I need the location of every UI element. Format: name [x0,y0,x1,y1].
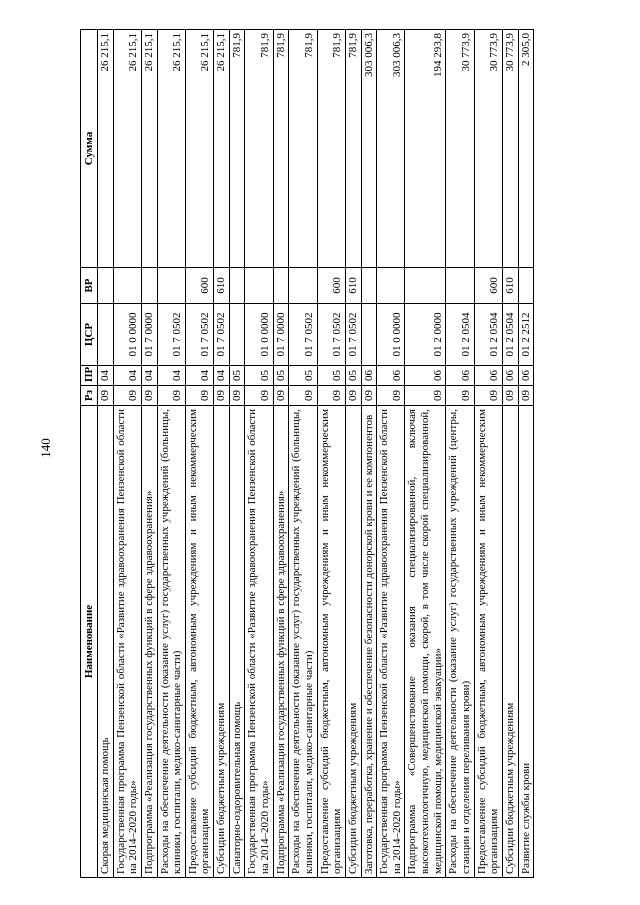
table-row [214,30,230,878]
cell-csr: 01 0 0000 [245,304,273,366]
cell-pr: 05 [273,366,289,386]
rotated-page [80,30,532,878]
cell-rz: 09 [289,386,317,406]
cell-rz: 09 [518,386,534,406]
cell-csr: 01 7 0000 [141,304,157,366]
cell-sum: 26 215,1 [214,30,230,268]
cell-csr: 01 2 0504 [474,304,502,366]
cell-rz: 09 [157,386,185,406]
cell-vr [405,268,446,304]
cell-pr: 06 [446,366,474,386]
budget-table [80,29,534,878]
cell-name: Скорая медицинская помощь [98,406,114,878]
header-csr: ЦСР [81,304,98,366]
cell-vr [98,268,114,304]
cell-rz: 09 [474,386,502,406]
cell-name: Субсидии бюджетным учреждениям [345,406,361,878]
cell-name: Заготовка, переработка, хранение и обеспечение безопасности донорской крови и ее компонентов [361,406,377,878]
cell-pr: 04 [98,366,114,386]
cell-vr [141,268,157,304]
cell-csr: 01 7 0502 [157,304,185,366]
cell-name: Расходы на обеспечение деятельности (оказание услуг) государственных учреждений (больницы, клиники, госпитали, медико-санитарные части) [157,406,185,878]
cell-sum: 303 006,3 [377,30,405,268]
cell-pr: 05 [317,366,345,386]
cell-rz: 09 [214,386,230,406]
cell-sum: 30 773,9 [474,30,502,268]
cell-sum: 26 215,1 [113,30,141,268]
cell-rz: 09 [98,386,114,406]
cell-name: Субсидии бюджетным учреждениям [214,406,230,878]
cell-sum: 781,9 [317,30,345,268]
cell-name: Подпрограмма «Совершенствование оказания специализированной, включая высокотехнологичную, медицинской помощи, скорой, в том числе скорой специализированной, медицинской помощи, медицинской эвакуации» [405,406,446,878]
cell-sum: 781,9 [345,30,361,268]
cell-sum: 30 773,9 [502,30,518,268]
cell-pr: 06 [361,366,377,386]
cell-pr: 06 [502,366,518,386]
cell-csr: 01 7 0502 [345,304,361,366]
cell-pr: 04 [185,366,213,386]
cell-csr: 01 7 0502 [185,304,213,366]
cell-sum: 26 215,1 [98,30,114,268]
table-row [273,30,289,878]
table-row [185,30,213,878]
cell-vr [377,268,405,304]
cell-rz: 09 [317,386,345,406]
cell-vr: 600 [474,268,502,304]
table-row [113,30,141,878]
cell-sum: 303 006,3 [361,30,377,268]
cell-pr: 05 [229,366,245,386]
table-row [157,30,185,878]
cell-csr [361,304,377,366]
header-rz: Рз [81,386,98,406]
cell-rz: 09 [113,386,141,406]
cell-name: Расходы на обеспечение деятельности (оказание услуг) государственных учреждений (центры, станции и отделения переливания крови) [446,406,474,878]
cell-rz: 09 [377,386,405,406]
cell-vr [361,268,377,304]
cell-sum: 26 215,1 [157,30,185,268]
table-row [141,30,157,878]
cell-pr: 04 [113,366,141,386]
cell-name: Предоставление субсидий бюджетным, автономным учреждениям и иным некоммерческим организациям [474,406,502,878]
header-vr: ВР [81,268,98,304]
cell-name: Расходы на обеспечение деятельности (оказание услуг) государственных учреждений (больницы, клиники, госпитали, медико-санитарные части) [289,406,317,878]
cell-csr: 01 2 2512 [518,304,534,366]
cell-pr: 06 [474,366,502,386]
table-row [361,30,377,878]
page-number: 140 [38,438,53,458]
table-row [405,30,446,878]
cell-vr [446,268,474,304]
cell-vr [157,268,185,304]
cell-sum: 781,9 [289,30,317,268]
cell-vr [229,268,245,304]
cell-name: Подпрограмма «Реализация государственных функций в сфере здравоохранения» [273,406,289,878]
table-row [502,30,518,878]
cell-rz: 09 [405,386,446,406]
cell-csr [229,304,245,366]
cell-rz: 09 [273,386,289,406]
cell-vr [518,268,534,304]
table-row [446,30,474,878]
cell-sum: 2 305,0 [518,30,534,268]
table-row [317,30,345,878]
cell-vr: 610 [502,268,518,304]
table-row [345,30,361,878]
table-header-row [81,30,98,878]
cell-csr: 01 2 0000 [405,304,446,366]
cell-pr: 04 [214,366,230,386]
cell-vr [289,268,317,304]
cell-rz: 09 [229,386,245,406]
cell-csr: 01 2 0504 [502,304,518,366]
cell-csr: 01 7 0000 [273,304,289,366]
cell-pr: 06 [518,366,534,386]
cell-rz: 09 [185,386,213,406]
cell-csr: 01 7 0502 [289,304,317,366]
table-row [377,30,405,878]
cell-rz: 09 [345,386,361,406]
cell-rz: 09 [141,386,157,406]
cell-rz: 09 [245,386,273,406]
cell-sum: 26 215,1 [185,30,213,268]
cell-pr: 06 [377,366,405,386]
cell-vr [245,268,273,304]
cell-name: Развитие службы крови [518,406,534,878]
table-row [229,30,245,878]
cell-csr: 01 0 0000 [113,304,141,366]
cell-pr: 06 [405,366,446,386]
cell-vr: 600 [317,268,345,304]
cell-csr: 01 0 0000 [377,304,405,366]
cell-pr: 05 [289,366,317,386]
cell-rz: 09 [502,386,518,406]
cell-pr: 04 [141,366,157,386]
cell-rz: 09 [361,386,377,406]
cell-vr: 610 [345,268,361,304]
cell-pr: 05 [345,366,361,386]
cell-name: Предоставление субсидий бюджетным, автономным учреждениям и иным некоммерческим организациям [185,406,213,878]
cell-sum: 194 293,8 [405,30,446,268]
table-row [245,30,273,878]
header-pr: ПР [81,366,98,386]
cell-sum: 30 773,9 [446,30,474,268]
cell-vr: 600 [185,268,213,304]
cell-csr: 01 2 0504 [446,304,474,366]
cell-sum: 781,9 [245,30,273,268]
cell-csr: 01 7 0502 [317,304,345,366]
cell-vr: 610 [214,268,230,304]
header-sum: Сумма [81,30,98,268]
cell-pr: 05 [245,366,273,386]
cell-vr [113,268,141,304]
table-row [518,30,534,878]
header-name: Наименование [81,406,98,878]
cell-vr [273,268,289,304]
cell-csr [98,304,114,366]
cell-name: Предоставление субсидий бюджетным, автономным учреждениям и иным некоммерческим организациям [317,406,345,878]
cell-rz: 09 [446,386,474,406]
cell-sum: 781,9 [229,30,245,268]
cell-name: Государственная программа Пензенской области «Развитие здравоохранения Пензенской области на 2014–2020 годы» [113,406,141,878]
cell-name: Подпрограмма «Реализация государственных функций в сфере здравоохранения» [141,406,157,878]
table-row [474,30,502,878]
cell-name: Субсидии бюджетным учреждениям [502,406,518,878]
cell-name: Государственная программа Пензенской области «Развитие здравоохранения Пензенской области на 2014–2020 годы» [377,406,405,878]
cell-name: Санаторно-оздоровительная помощь [229,406,245,878]
table-row [98,30,114,878]
cell-sum: 26 215,1 [141,30,157,268]
cell-csr: 01 7 0502 [214,304,230,366]
table-row [289,30,317,878]
cell-pr: 04 [157,366,185,386]
cell-sum: 781,9 [273,30,289,268]
cell-name: Государственная программа Пензенской области «Развитие здравоохранения Пензенской области на 2014–2020 годы» [245,406,273,878]
